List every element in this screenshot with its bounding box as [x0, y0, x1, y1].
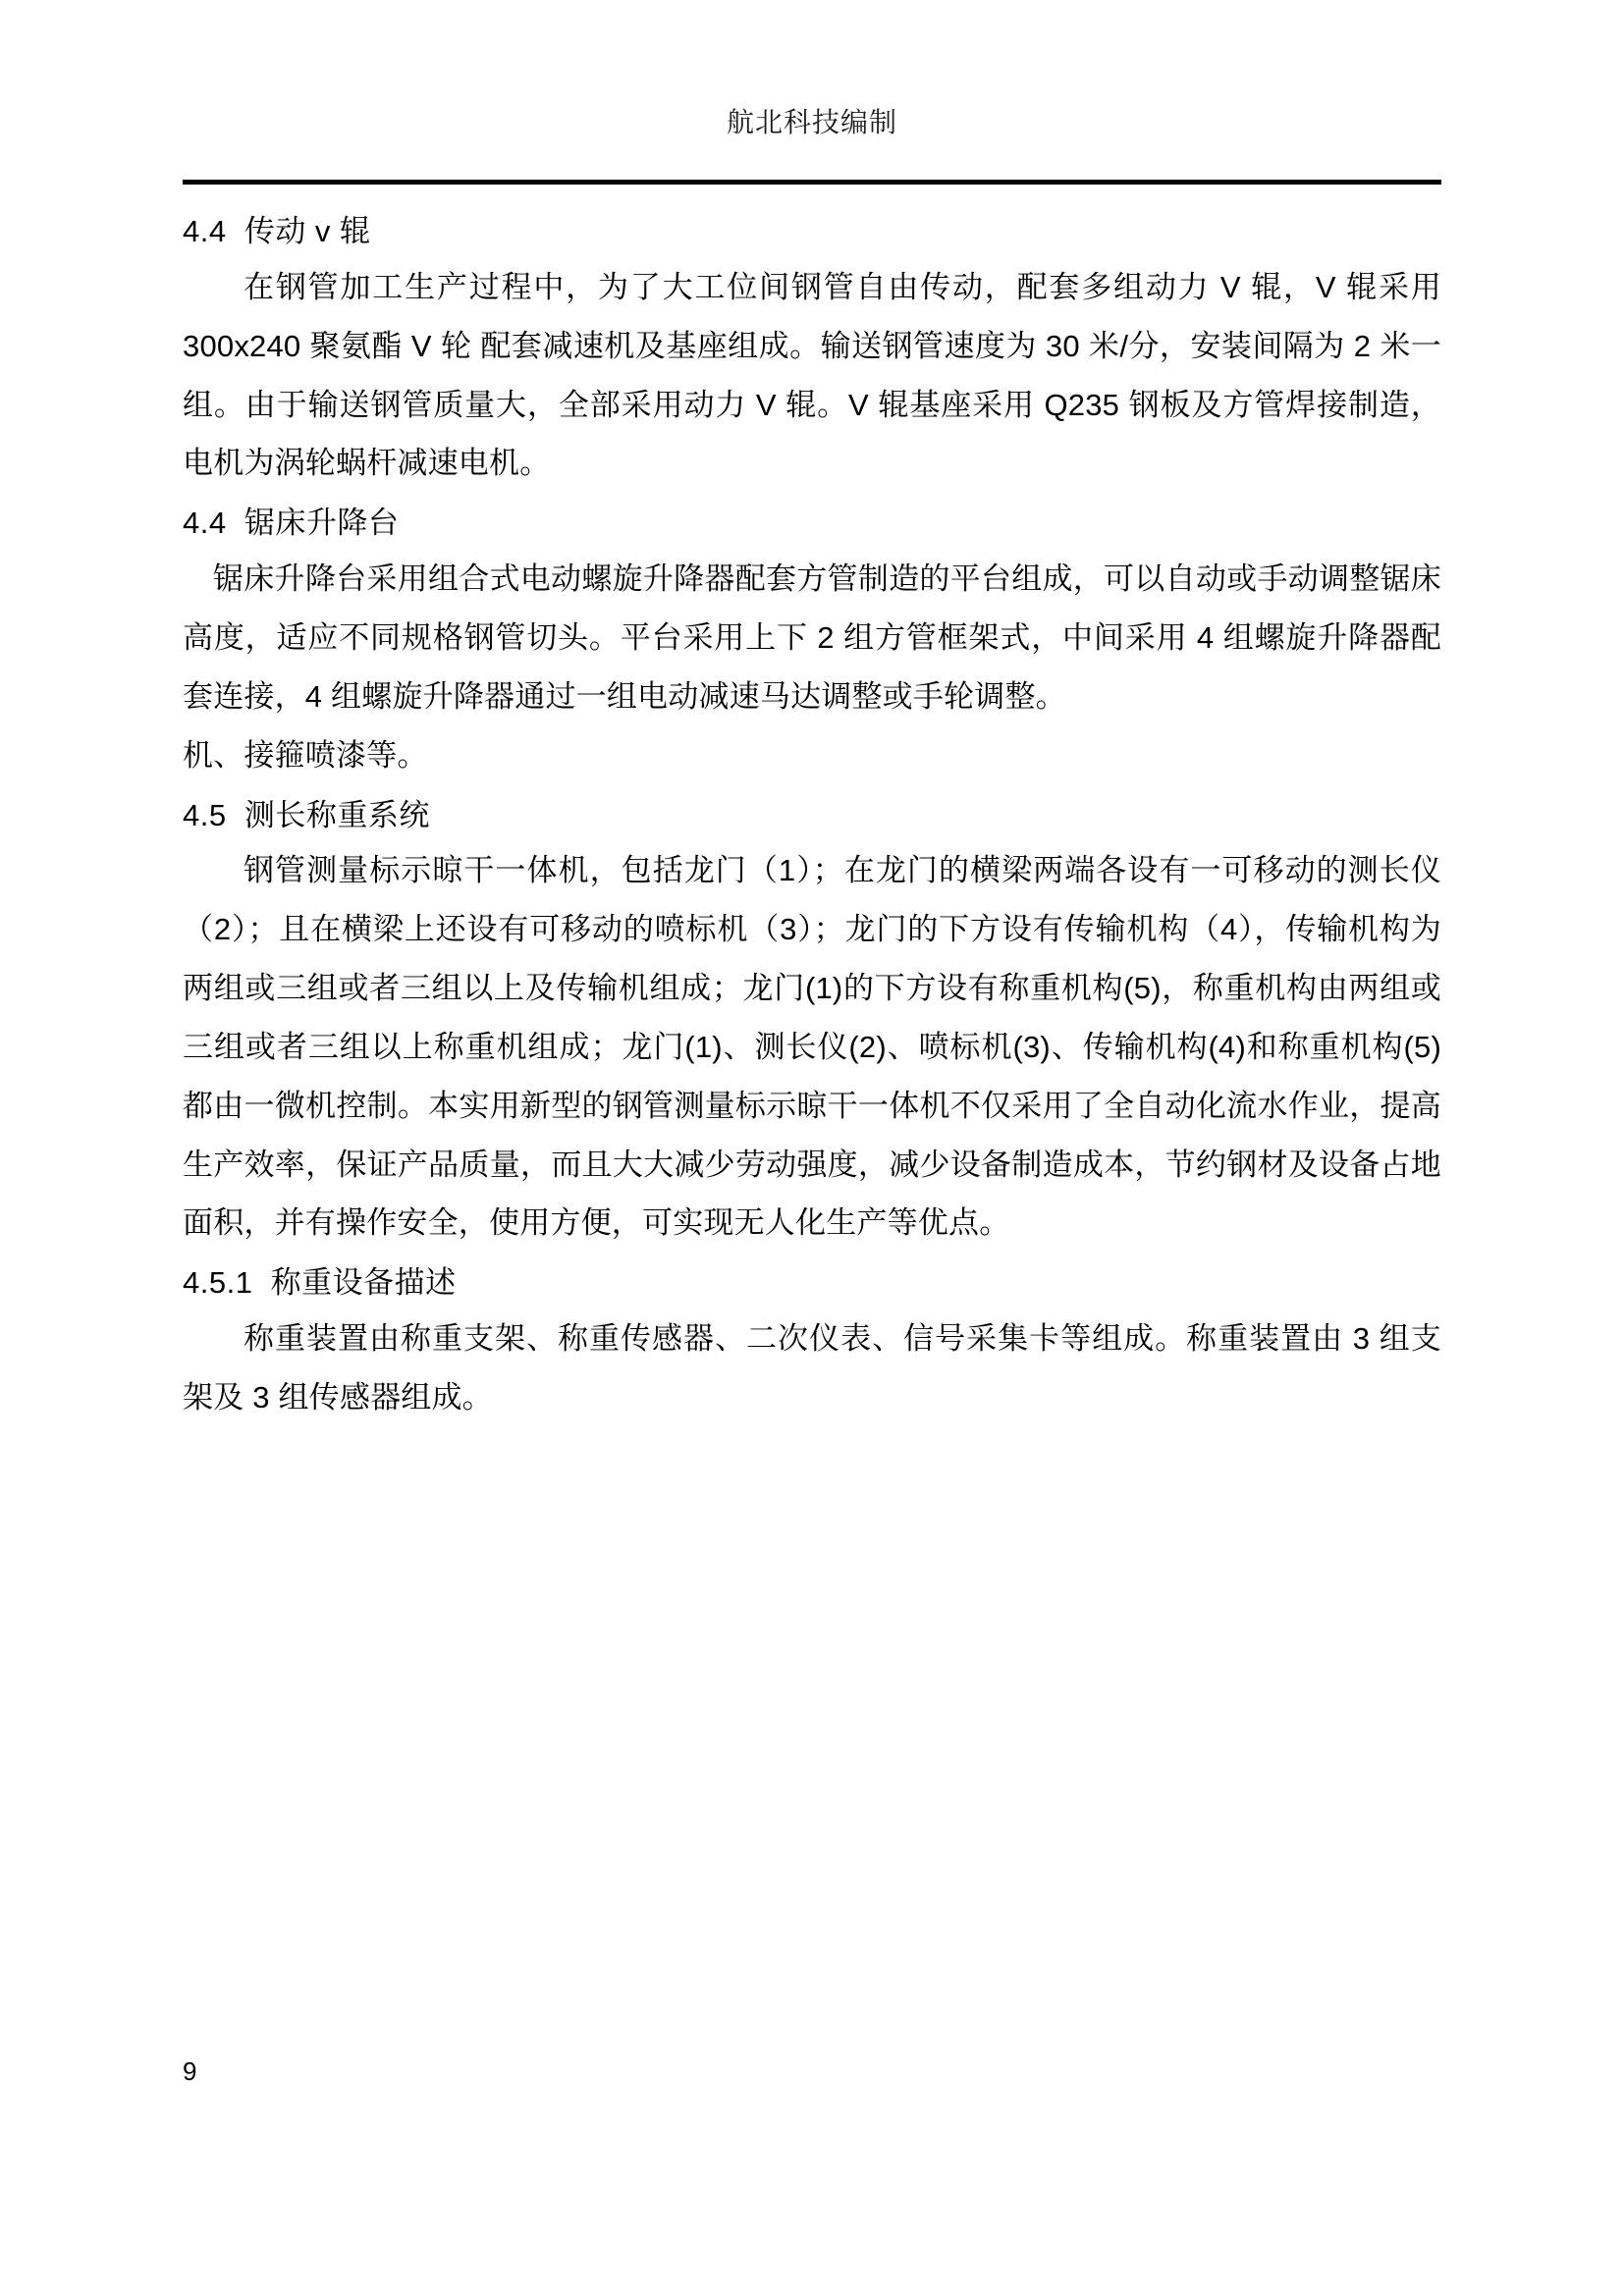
- heading-4-4-transmission-v-roller: 4.4 传动 v 辊: [183, 214, 371, 248]
- paragraph-weighing-equipment-description: 称重装置由称重支架、称重传感器、二次仪表、信号采集卡等组成。称重装置由 3 组支架及 3 组传感器组成。: [183, 1321, 1441, 1415]
- heading-4-5-length-weighing-system: 4.5 测长称重系统: [183, 797, 430, 832]
- paragraph-saw-lifting-platform: 锯床升降台采用组合式电动螺旋升降器配套方管制造的平台组成，可以自动或手动调整锯床高度，适应不同规格钢管切头。平台采用上下 2 组方管框架式，中间采用 4 组螺旋升降器配套连接，4 组螺旋升降器通过一组电动减速马达调整或手轮调整。: [183, 561, 1441, 714]
- header-title: 航北科技编制: [726, 107, 897, 137]
- header-divider: [183, 180, 1441, 185]
- paragraph-transmission-v-roller: 在钢管加工生产过程中，为了大工位间钢管自由传动，配套多组动力 V 辊，V 辊采用 300x240 聚氨酯 V 轮 配套减速机及基座组成。输送钢管速度为 30 米/分，安装间隔为 2 米一组。由于输送钢管质量大，全部采用动力 V 辊。V 辊基座采用 Q235 钢板及方管焊接制造，电机为涡轮蜗杆减速电机。: [183, 269, 1441, 481]
- page-header: [183, 106, 1441, 165]
- document-body: [183, 201, 1441, 1427]
- paragraph-length-weighing-system: 钢管测量标示晾干一体机，包括龙门（1）；在龙门的横梁两端各设有一可移动的测长仪（2）；且在横梁上还设有可移动的喷标机（3）；龙门的下方设有传输机构（4），传输机构为两组或三组或者三组以上及传输机组成；龙门(1)的下方设有称重机构(5)，称重机构由两组或三组或者三组以上称重机组成；龙门(1)、测长仪(2)、喷标机(3)、传输机构(4)和称重机构(5)都由一微机控制。本实用新型的钢管测量标示晾干一体机不仅采用了全自动化流水作业，提高生产效率，保证产品质量，而且大大减少劳动强度，减少设备制造成本，节约钢材及设备占地面积，并有操作安全，使用方便，可实现无人化生产等优点。: [183, 853, 1441, 1241]
- paragraph-coupling-painting: 机、接箍喷漆等。: [183, 737, 428, 773]
- page-number: 9: [183, 2056, 197, 2086]
- heading-4-5-1-weighing-equipment-description: 4.5.1 称重设备描述: [183, 1265, 457, 1301]
- heading-4-4-saw-lifting-platform: 4.4 锯床升降台: [183, 506, 400, 541]
